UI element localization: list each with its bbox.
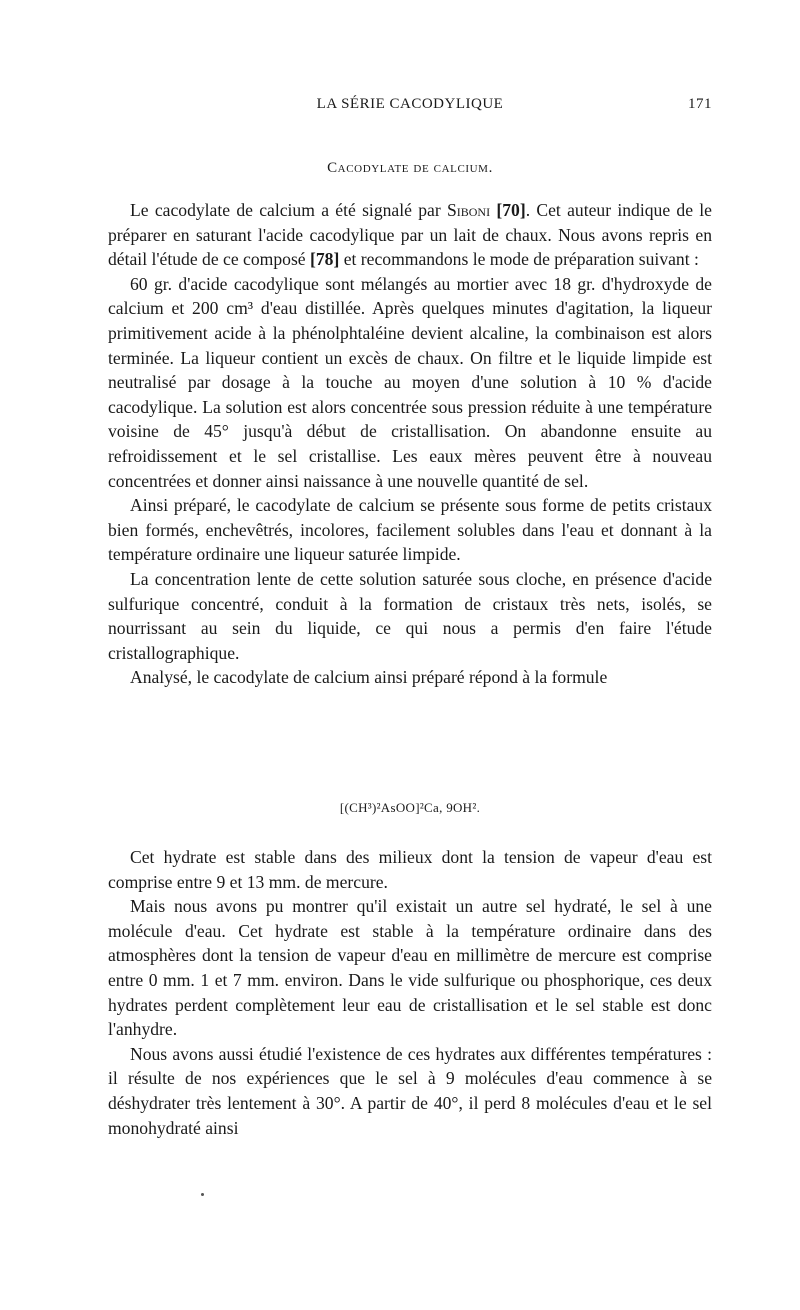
chemical-formula: [(CH³)²AsOO]²Ca, 9OH². <box>339 800 481 815</box>
author-name: Siboni <box>446 200 491 220</box>
paragraph-text: . Cet auteur indique de le préparer en saturant l'acide cacodylique par un lait de chaux. Nous avons repris en détail l'étude de ce composé <box>108 200 712 270</box>
paragraph-text: et recommandons le mode de préparation suivant : <box>339 249 699 270</box>
print-speck <box>201 1193 204 1196</box>
running-title: LA SÉRIE CACODYLIQUE <box>316 96 504 112</box>
running-head <box>108 96 712 120</box>
paragraph: Analysé, le cacodylate de calcium ainsi préparé répond à la formule <box>130 667 608 688</box>
body-text-bottom <box>108 845 712 1140</box>
paragraph: La concentration lente de cette solution saturée sous cloche, en présence d'acide sulfurique concentré, conduit à la formation de cristaux très nets, isolés, se nourrissant au sein du liquide, ce qui nous a permis d'en faire l'étude cristallographique. <box>108 568 712 663</box>
paragraph: Cet hydrate est stable dans des milieux dont la tension de vapeur d'eau est comprise entre 9 et 13 mm. de mercure. <box>108 847 712 892</box>
body-text-top <box>108 198 712 690</box>
paragraph: Ainsi préparé, le cacodylate de calcium se présente sous forme de petits cristaux bien formés, enchevêtrés, incolores, facilement solubles dans l'eau et donnant à la température ordinaire une liqueur saturée limpide. <box>108 495 712 565</box>
reference: [70] <box>496 200 526 220</box>
paragraph: 60 gr. d'acide cacodylique sont mélangés au mortier avec 18 gr. d'hydroxyde de calcium et 200 cm³ d'eau distillée. Après quelques minutes d'agitation, la liqueur primitivement acide à la phénolphtaléine devient alcaline, la combinaison est alors terminée. La liqueur contient un excès de chaux. On filtre et le liquide limpide est neutralisé par dosage à la touche au moyen d'une solution à 10 % d'acide cacodylique. La solution est alors concentrée sous pression réduite à une température voisine de 45° jusqu'à début de cristallisation. On abandonne ensuite au refroidissement et le sel cristallise. Les eaux mères peuvent être à nouveau concentrées et donner ainsi naissance à une nouvelle quantité de sel. <box>108 273 712 491</box>
page-number: 171 <box>688 96 712 112</box>
section-title: Cacodylate de calcium. <box>327 160 493 176</box>
paragraph: Nous avons aussi étudié l'existence de ces hydrates aux différentes températures : il résulte de nos expériences que le sel à 9 molécules d'eau commence à se déshydrater très lentement à 30°. A partir de 40°, il perd 8 molécules d'eau et le sel monohydraté ainsi <box>108 1043 712 1138</box>
paragraph: Mais nous avons pu montrer qu'il existait un autre sel hydraté, le sel à une molécule d'eau. Cet hydrate est stable à la température ordinaire dans des atmosphères dont la tension de vapeur d'eau en millimètre de mercure est comprise entre 0 mm. 1 et 7 mm. environ. Dans le vide sulfurique ou phosphorique, ces deux hydrates perdent complètement leur eau de cristallisation et le sel stable est donc l'anhydre. <box>108 896 712 1040</box>
reference: [78] <box>310 249 340 270</box>
paragraph <box>108 198 712 272</box>
paragraph-text: Le cacodylate de calcium a été signalé par <box>130 200 447 220</box>
